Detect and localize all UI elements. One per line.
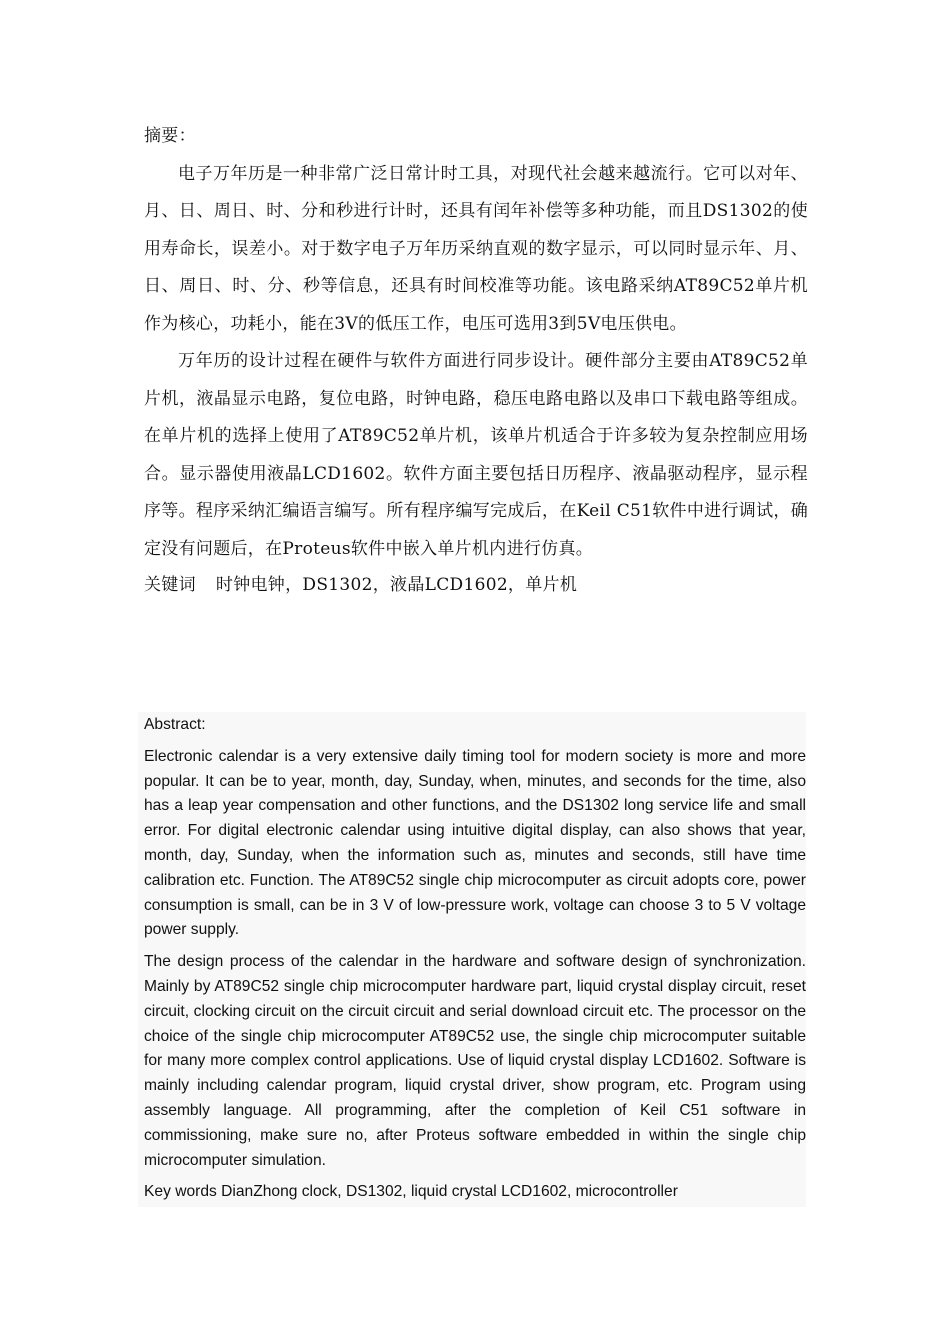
english-abstract-heading: Abstract:: [144, 716, 206, 733]
chinese-keywords-label: 关键词: [144, 575, 196, 595]
chinese-abstract-heading: 摘要：: [144, 126, 196, 146]
english-abstract-paragraph-2: The design process of the calendar in the hardware and software design of synchronization. Mainly by AT89C52 single chip microcomputer hardware part, liquid crystal display circuit, reset circuit, clocking circuit on the circuit circuit and serial download circuit etc. The processor on the choice of the single chip microcomputer AT89C52 use, the single chip microcomputer suitable for many more complex control applications. Use of liquid crystal display LCD1602. Software is mainly including calendar program, liquid crystal driver, show program, etc. Program using assembly language. All programming, after the completion of Keil C51 software in commissioning, make sure no, after Proteus software embedded in within the single chip microcomputer simulation.: [144, 953, 806, 1169]
chinese-keywords-text: 时钟电钟，DS1302，液晶LCD1602，单片机: [215, 575, 578, 595]
chinese-abstract-paragraph-1: 电子万年历是一种非常广泛日常计时工具，对现代社会越来越流行。它可以对年、月、日、周日、时、分和秒进行计时，还具有闰年补偿等多种功能，而且DS1302的使用寿命长，误差小。对于数字电子万年历采纳直观的数字显示，可以同时显示年、月、日、周日、时、分、秒等信息，还具有时间校准等功能。该电路采纳AT89C52单片机作为核心，功耗小，能在3V的低压工作，电压可选用3到5V电压供电。: [144, 163, 808, 334]
chinese-keywords-line: [144, 572, 808, 598]
chinese-abstract-paragraph-2: 万年历的设计过程在硬件与软件方面进行同步设计。硬件部分主要由AT89C52单片机，液晶显示电路，复位电路，时钟电路，稳压电路电路以及串口下载电路等组成。在单片机的选择上使用了AT89C52单片机，该单片机适合于许多较为复杂控制应用场合。显示器使用液晶LCD1602。软件方面主要包括日历程序、液晶驱动程序，显示程序等。程序采纳汇编语言编写。所有程序编写完成后，在Keil C51软件中进行调试，确定没有问题后，在Proteus软件中嵌入单片机内进行仿真。: [144, 351, 808, 559]
english-abstract-paragraph-1: Electronic calendar is a very extensive daily timing tool for modern society is more and more popular. It can be to year, month, day, Sunday, when, minutes, and seconds for the time, also has a leap year compensation and other functions, and the DS1302 long service life and small error. For digital electronic calendar using intuitive digital display, can also shows that year, month, day, Sunday, when the information such as, minutes and seconds, still have time calibration etc. Function. The AT89C52 single chip microcomputer as circuit adopts core, power consumption is small, can be in 3 V of low-pressure work, voltage can choose 3 to 5 V voltage power supply.: [144, 747, 806, 939]
english-keywords-line: Key words DianZhong clock, DS1302, liquid crystal LCD1602, microcontroller: [144, 1183, 678, 1201]
english-abstract-section: [138, 712, 806, 1207]
chinese-abstract-section: [144, 118, 808, 598]
